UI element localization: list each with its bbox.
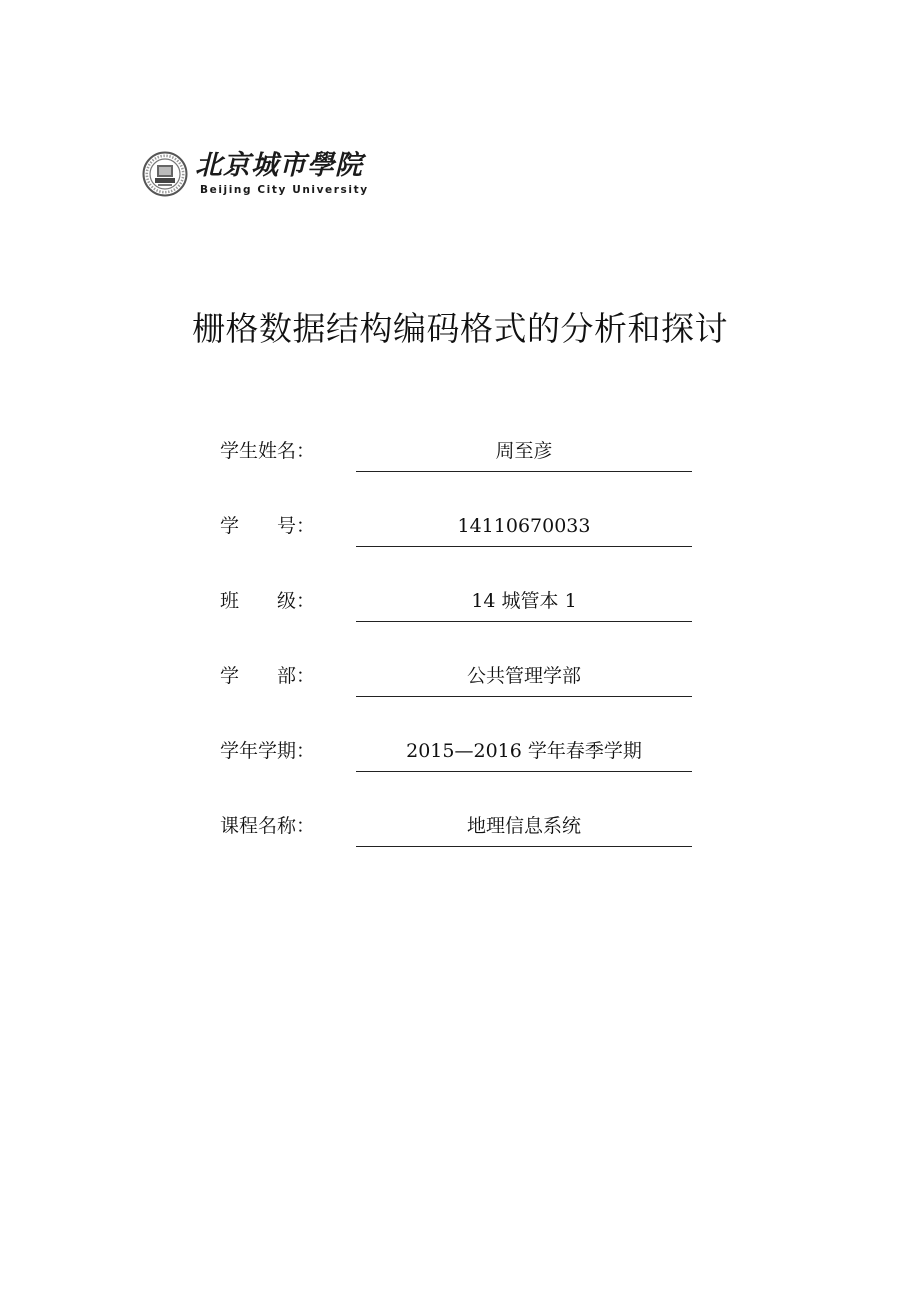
field-value: 14 城管本 1 (471, 590, 577, 612)
university-name-en: Beijing City University (200, 184, 369, 196)
info-row-course (220, 811, 692, 847)
field-underline (356, 696, 692, 697)
info-row-student-id (220, 511, 692, 547)
info-row-class (220, 586, 692, 622)
field-value: 14110670033 (457, 515, 591, 537)
field-label: 课程名称： (220, 815, 316, 837)
field-label: 学 号： (220, 515, 316, 537)
university-seal-icon (142, 151, 188, 197)
field-underline (356, 621, 692, 622)
field-label: 学年学期： (220, 740, 316, 762)
field-value: 2015—2016 学年春季学期 (406, 740, 642, 762)
university-name-cn: 北京城市學院 (195, 150, 363, 181)
field-value: 公共管理学部 (466, 665, 581, 687)
info-row-student-name (220, 436, 692, 472)
field-value: 周至彦 (495, 440, 553, 462)
field-underline (356, 846, 692, 847)
field-label: 班 级： (220, 590, 316, 612)
info-row-department (220, 661, 692, 697)
info-row-semester (220, 736, 692, 772)
field-underline (356, 471, 692, 472)
field-underline (356, 771, 692, 772)
field-label: 学 部： (220, 665, 316, 687)
field-label: 学生姓名： (220, 440, 316, 462)
university-logo (142, 151, 382, 201)
field-value: 地理信息系统 (466, 815, 581, 837)
report-title: 栅格数据结构编码格式的分析和探讨 (192, 309, 728, 348)
field-underline (356, 546, 692, 547)
